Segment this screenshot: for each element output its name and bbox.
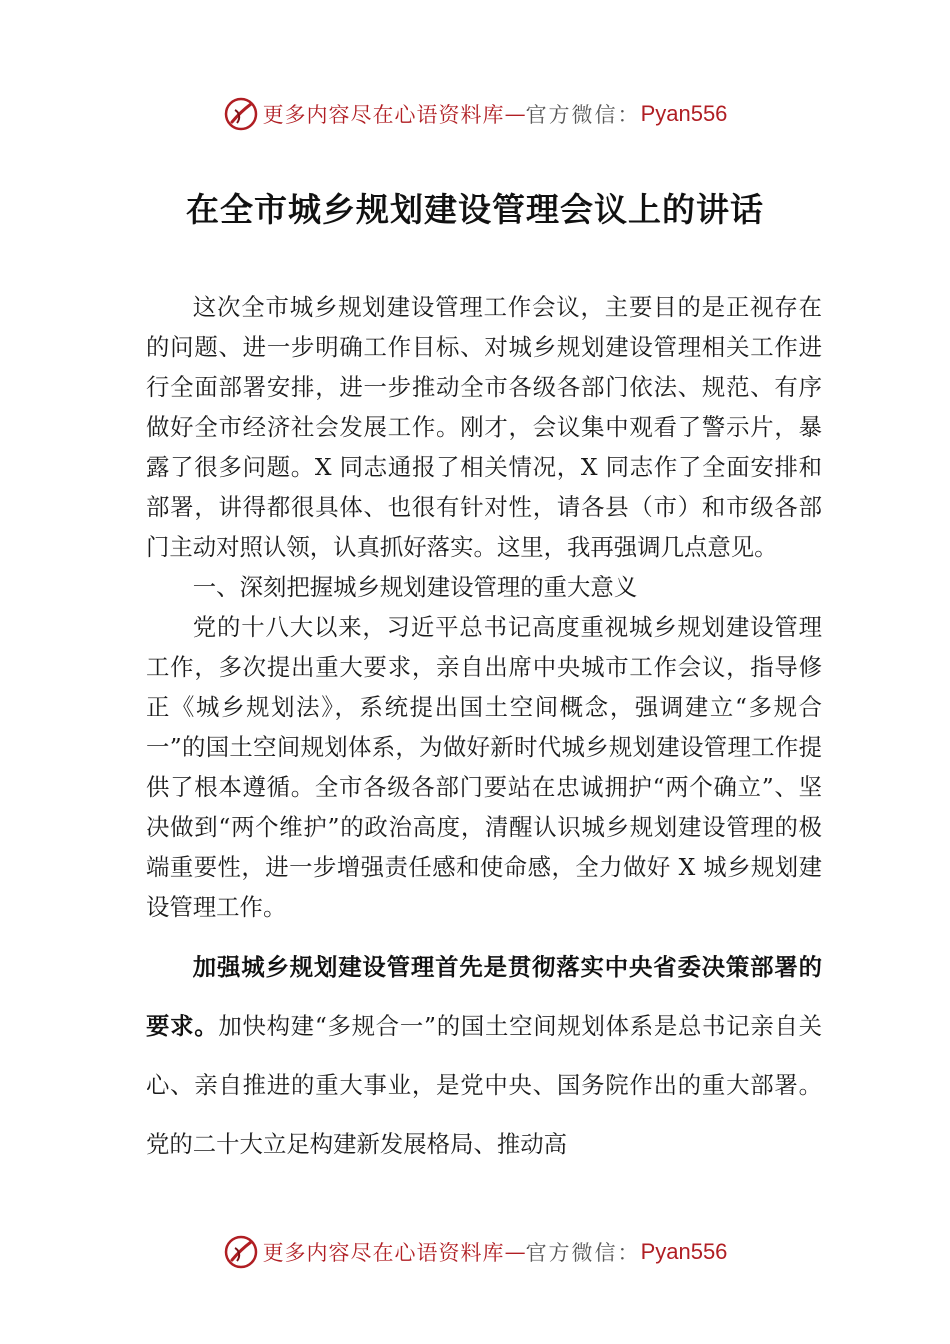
banner-label: 官方微信： xyxy=(525,1241,641,1265)
banner-dash: — xyxy=(504,102,526,126)
paragraph: 这次全市城乡规划建设管理工作会议，主要目的是正视存在的问题、进一步明确工作目标、对城乡规划建设管理相关工作进行全面部署安排，进一步推动全市各级各部门依法、规范、有序做好全市经济社会发展工作。刚才，会议集中观看了警示片，暴露了很多问题。X 同志通报了相关情况，X 同志作了全面安排和部署，讲得都很具体、也很有针对性，请各县（市）和市级各部门主动对照认领，认真抓好落实。这里，我再强调几点意见。 xyxy=(146,293,822,561)
paragraph-continuation: 加快构建“多规合一”的国土空间规划体系是总书记亲自关心、亲自推进的重大事业，是党中央、国务院作出的重大部署。党的二十大立足构建新发展格局、推动高 xyxy=(146,1012,822,1158)
banner-dash: — xyxy=(504,1240,526,1264)
document-title: 在全市城乡规划建设管理会议上的讲话 xyxy=(186,190,764,229)
bold-lead-paragraph xyxy=(146,938,822,1174)
bold-lead-text: 加强城乡规划建设管理首先是贯彻落实中央省委决策部署的要求。 xyxy=(146,953,822,1040)
document-body xyxy=(146,287,822,1174)
paragraph: 党的十八大以来，习近平总书记高度重视城乡规划建设管理工作，多次提出重大要求，亲自出席中央城市工作会议，指导修正《城乡规划法》，系统提出国土空间概念，强调建立“多规合一”的国土空间规划体系，为做好新时代城乡规划建设管理工作提供了根本遵循。全市各级各部门要站在忠诚拥护“两个确立”、坚决做到“两个维护”的政治高度，清醒认识城乡规划建设管理的极端重要性，进一步增强责任感和使命感，全力做好 X 城乡规划建设管理工作。 xyxy=(146,613,822,921)
banner-label: 官方微信： xyxy=(525,103,641,127)
footer-banner xyxy=(0,1232,950,1272)
header-banner xyxy=(0,94,950,134)
banner-wechat-id: Pyan556 xyxy=(640,101,728,126)
banner-wechat-id: Pyan556 xyxy=(640,1239,728,1264)
banner-brand: 更多内容尽在心语资料库 xyxy=(262,1241,505,1265)
section-heading: 一、深刻把握城乡规划建设管理的重大意义 xyxy=(192,573,638,601)
banner-brand: 更多内容尽在心语资料库 xyxy=(262,103,505,127)
pen-seal-logo-icon xyxy=(223,1234,259,1270)
pen-seal-logo-icon xyxy=(223,96,259,132)
